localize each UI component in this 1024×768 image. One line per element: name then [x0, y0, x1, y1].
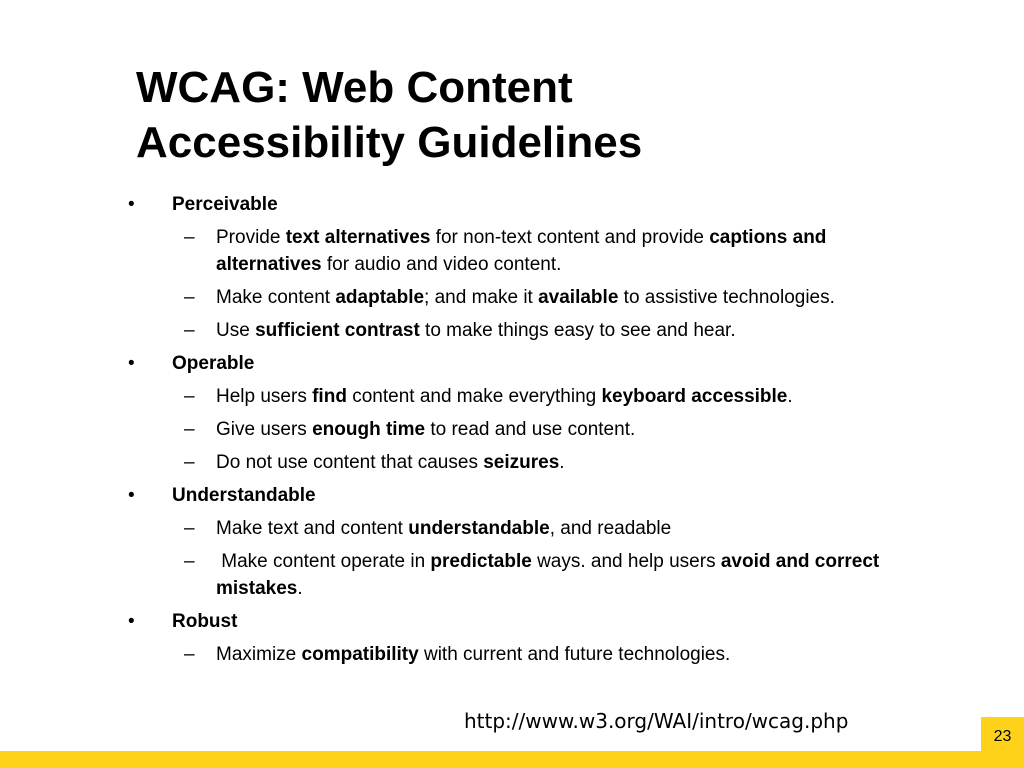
body-text: . [297, 578, 303, 599]
dash-marker: – [184, 320, 195, 341]
body-text: for non-text content and provide [430, 227, 710, 248]
body-text: ; and make it [424, 287, 539, 308]
section-perceivable [128, 191, 918, 344]
dash-marker: – [184, 419, 195, 440]
emphasis-text: text alternatives [285, 227, 431, 248]
section-heading [128, 608, 918, 635]
bullet-marker: • [128, 611, 135, 632]
dash-marker: – [184, 386, 195, 407]
section-heading [128, 191, 918, 218]
emphasis-text: compatibility [301, 644, 419, 665]
sub-item [128, 383, 918, 410]
section-heading-text: Robust [172, 611, 238, 632]
body-text: with current and future technologies. [418, 644, 731, 665]
slide-title [136, 60, 936, 170]
emphasis-text: seizures [483, 452, 560, 473]
body-text: Give users [216, 419, 313, 440]
bullet-marker: • [128, 485, 135, 506]
sub-item [128, 284, 918, 311]
body-text: Use [216, 320, 256, 341]
sub-item-list [128, 515, 918, 602]
body-text: ways. and help users [531, 551, 721, 572]
footer-accent-bar [0, 751, 1024, 768]
emphasis-text: adaptable [335, 287, 425, 308]
body-text: . [787, 386, 793, 407]
emphasis-text: keyboard accessible [601, 386, 788, 407]
slide-title-line-1: WCAG: Web Content [136, 63, 573, 112]
sub-item [128, 515, 918, 542]
dash-marker: – [184, 551, 195, 572]
sub-item [128, 449, 918, 476]
source-url: http://www.w3.org/WAI/intro/wcag.php [464, 709, 849, 733]
body-text: Provide [216, 227, 286, 248]
section-heading [128, 482, 918, 509]
dash-marker: – [184, 227, 195, 248]
section-understandable [128, 482, 918, 602]
dash-marker: – [184, 452, 195, 473]
body-text: . [559, 452, 565, 473]
body-text: for audio and video content. [321, 254, 562, 275]
body-text: Do not use content that causes [216, 452, 484, 473]
body-text: Make content operate in [216, 551, 431, 572]
sub-item [128, 641, 918, 668]
emphasis-text: captions and alternatives [216, 227, 827, 275]
section-heading-text: Operable [172, 353, 255, 374]
body-text: , and readable [549, 518, 672, 539]
body-text: content and make everything [346, 386, 602, 407]
body-text: Help users [216, 386, 313, 407]
bullet-marker: • [128, 353, 135, 374]
body-text: Make content [216, 287, 336, 308]
dash-marker: – [184, 518, 195, 539]
emphasis-text: predictable [430, 551, 532, 572]
dash-marker: – [184, 644, 195, 665]
body-text: to read and use content. [425, 419, 636, 440]
slide-body [128, 191, 918, 674]
sub-item [128, 548, 918, 602]
body-text: Maximize [216, 644, 302, 665]
emphasis-text: find [312, 386, 347, 407]
emphasis-text: avoid and correct mistakes [216, 551, 880, 599]
section-operable [128, 350, 918, 476]
section-heading-text: Perceivable [172, 194, 278, 215]
slide-title-line-2: Accessibility Guidelines [136, 118, 643, 167]
sub-item [128, 416, 918, 443]
emphasis-text: understandable [408, 518, 550, 539]
sub-item-list [128, 641, 918, 668]
emphasis-text: sufficient contrast [255, 320, 420, 341]
body-text: to assistive technologies. [618, 287, 835, 308]
sub-item-list [128, 224, 918, 344]
page-number: 23 [981, 717, 1024, 768]
body-text: to make things easy to see and hear. [419, 320, 736, 341]
emphasis-text: enough time [312, 419, 426, 440]
section-heading [128, 350, 918, 377]
dash-marker: – [184, 287, 195, 308]
bullet-marker: • [128, 194, 135, 215]
sub-item [128, 317, 918, 344]
emphasis-text: available [538, 287, 619, 308]
section-robust [128, 608, 918, 668]
sub-item-list [128, 383, 918, 476]
body-text: Make text and content [216, 518, 409, 539]
sub-item [128, 224, 918, 278]
section-heading-text: Understandable [172, 485, 316, 506]
